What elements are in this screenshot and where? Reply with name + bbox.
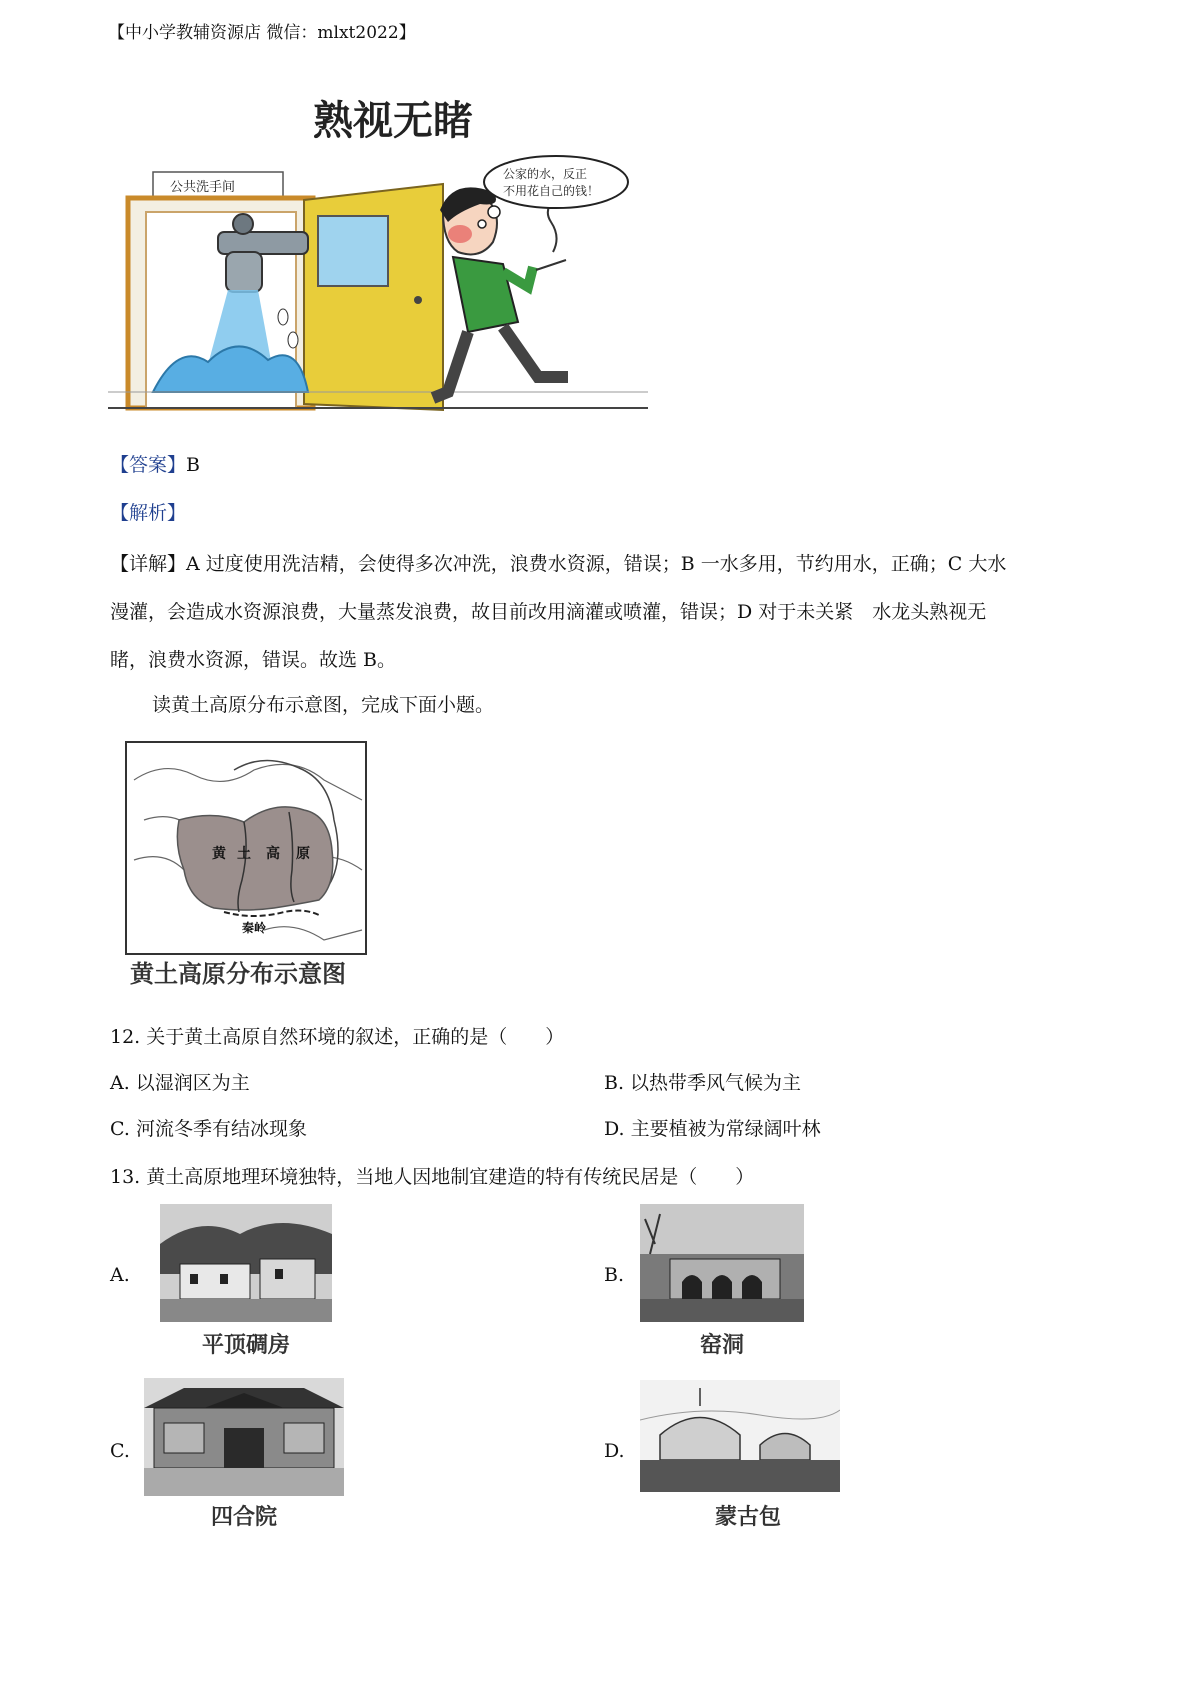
detail-line-2: 漫灌，会造成水资源浪费，大量蒸发浪费，故目前改用滴灌或喷灌，错误；D 对于未关紧 水龙头熟视无 [110, 601, 987, 623]
answer-line [110, 450, 200, 477]
map-caption: 黄土高原分布示意图 [130, 960, 346, 988]
bubble-line-1: 公家的水，反正 [503, 167, 588, 181]
detail-explanation [110, 540, 1110, 684]
q13-option-c-label: C. [110, 1440, 130, 1462]
page-header: 【中小学教辅资源店 微信：mlxt2022】 [108, 23, 416, 43]
answer-tag: 【答案】 [110, 454, 187, 476]
analysis-tag: 【解析】 [110, 502, 187, 524]
q13-caption-d: 蒙古包 [714, 1505, 781, 1530]
q13-option-a-label: A. [110, 1264, 130, 1286]
map-char-3: 高 [266, 846, 280, 862]
loess-plateau-map [124, 740, 402, 994]
mongolian-yurt-photo [640, 1380, 840, 1492]
answer-value: B [186, 454, 200, 476]
bubble-line-2: 不用花自己的钱！ [503, 184, 600, 198]
q12-option-c: C. 河流冬季有结冰现象 [110, 1118, 307, 1140]
courtyard-house-photo [144, 1378, 344, 1496]
cartoon-illustration [108, 92, 693, 428]
map-char-4: 原 [296, 846, 310, 862]
detail-line-3: 睹，浪费水资源，错误。故选 B。 [110, 649, 397, 671]
cartoon-sign: 公共洗手间 [170, 180, 236, 195]
reading-intro: 读黄土高原分布示意图，完成下面小题。 [152, 694, 495, 716]
flat-roof-house-photo [160, 1204, 332, 1322]
q13-stem: 13. 黄土高原地理环境独特，当地人因地制宜建造的特有传统民居是（ ） [110, 1166, 755, 1188]
cave-dwelling-photo [640, 1204, 804, 1322]
q13-caption-a: 平顶碉房 [201, 1333, 290, 1358]
q12-option-a: A. 以湿润区为主 [110, 1072, 250, 1094]
detail-line-1: 【详解】A 过度使用洗洁精，会使得多次冲洗，浪费水资源，错误；B 一水多用，节约用水，正确；C 大水 [110, 553, 1007, 575]
map-char-1: 黄 [212, 846, 226, 862]
map-char-2: 土 [237, 846, 251, 862]
q12-stem: 12. 关于黄土高原自然环境的叙述，正确的是（ ） [110, 1026, 565, 1048]
q12-option-b: B. 以热带季风气候为主 [604, 1072, 802, 1094]
q13-caption-c: 四合院 [210, 1505, 277, 1530]
q13-option-d-label: D. [604, 1440, 625, 1462]
map-qinling: 秦岭 [242, 921, 267, 935]
cartoon-title: 熟视无睹 [313, 98, 473, 144]
q13-caption-b: 窑洞 [699, 1333, 744, 1358]
q12-option-d: D. 主要植被为常绿阔叶林 [604, 1118, 821, 1140]
q13-option-b-label: B. [604, 1264, 625, 1286]
